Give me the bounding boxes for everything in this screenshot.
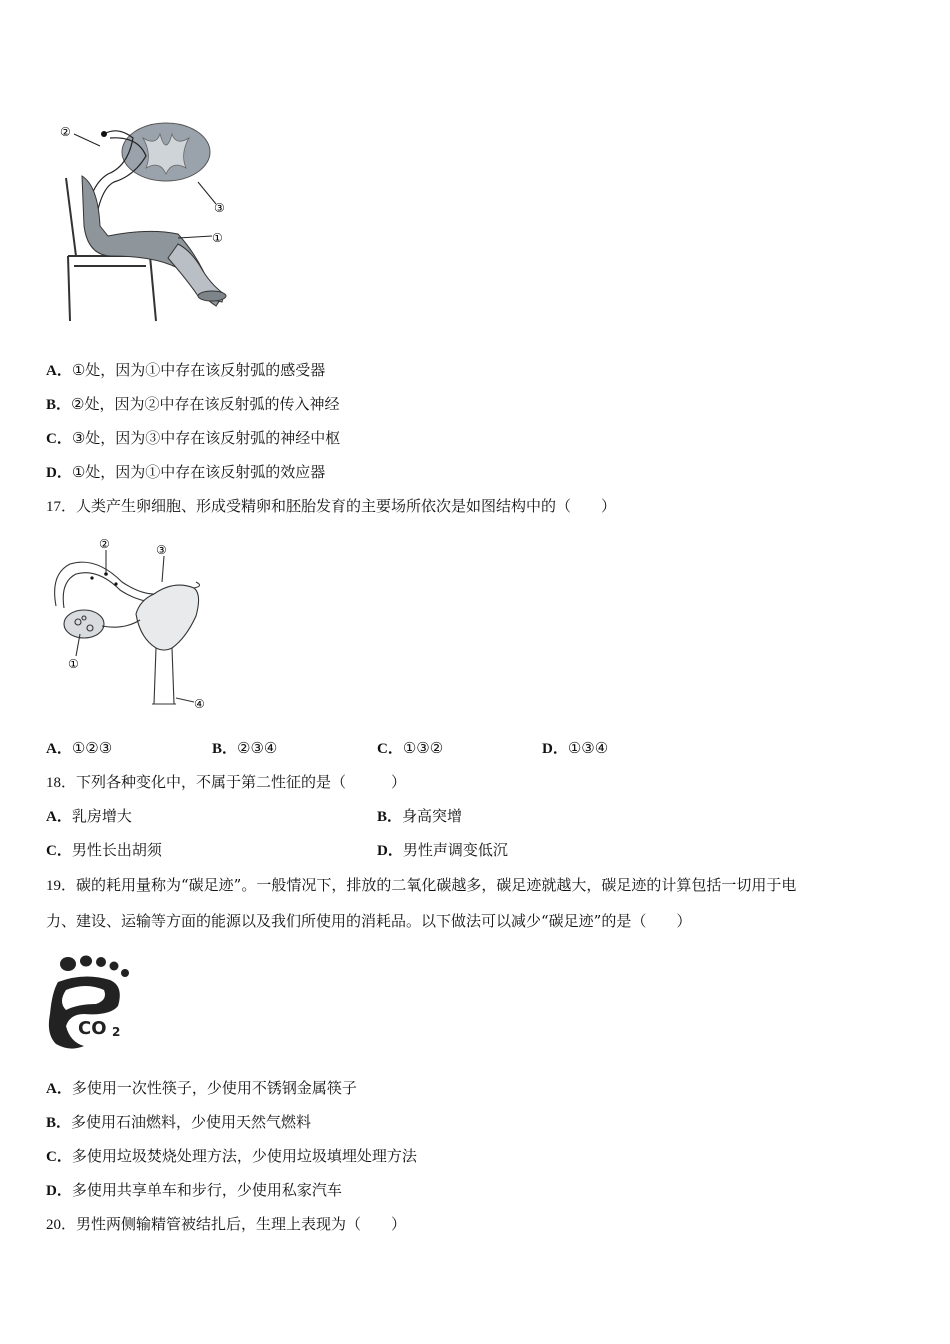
label-4: ④	[194, 697, 205, 711]
q16-option-d[interactable]: D．①处，因为①中存在该反射弧的效应器	[46, 463, 326, 481]
q18-stem: 18．下列各种变化中，不属于第二性征的是（ ）	[46, 773, 407, 791]
q19-option-b[interactable]: B．多使用石油燃料，少使用天然气燃料	[46, 1113, 312, 1131]
q17-option-a[interactable]: A．①②③	[46, 739, 113, 757]
q19-option-c[interactable]: C．多使用垃圾焚烧处理方法，少使用垃圾填埋处理方法	[46, 1147, 417, 1165]
q17-stem: 17．人类产生卵细胞、形成受精卵和胚胎发育的主要场所依次是如图结构中的（ ）	[46, 497, 617, 515]
co2-subscript: 2	[112, 1025, 121, 1039]
seated-person	[82, 176, 226, 306]
q18-option-b[interactable]: B．身高突增	[377, 807, 463, 825]
q19-stem-line2: 力、建设、运输等方面的能源以及我们所使用的消耗品。以下做法可以减少“碳足迹”的是（ ）	[46, 912, 692, 930]
q19-option-d[interactable]: D．多使用共享单车和步行，少使用私家汽车	[46, 1181, 342, 1199]
uterus	[136, 585, 199, 650]
q17-option-c[interactable]: C．①③②	[377, 739, 444, 757]
carbon-footprint-figure	[44, 952, 140, 1054]
q17-option-b[interactable]: B．②③④	[212, 739, 278, 757]
q16-option-c[interactable]: C．③处，因为③中存在该反射弧的神经中枢	[46, 429, 341, 447]
label-3: ③	[214, 201, 225, 215]
q18-option-d[interactable]: D．男性声调变低沉	[377, 841, 508, 859]
ovary	[64, 610, 104, 638]
q19-option-a[interactable]: A．多使用一次性筷子，少使用不锈钢金属筷子	[46, 1079, 357, 1097]
q18-option-c[interactable]: C．男性长出胡须	[46, 841, 162, 859]
label-2: ②	[99, 537, 110, 551]
q16-option-a[interactable]: A．①处，因为①中存在该反射弧的感受器	[46, 361, 326, 379]
female-reproductive-figure	[44, 534, 214, 716]
reflex-arc-figure	[48, 116, 248, 326]
vagina	[154, 648, 174, 704]
q19-stem-line1: 19．碳的耗用量称为“碳足迹”。一般情况下，排放的二氧化碳越多，碳足迹就越大，碳足迹的计算包括一切用于电	[46, 876, 797, 894]
q18-option-a[interactable]: A．乳房增大	[46, 807, 132, 825]
spinal-cord-section	[122, 123, 210, 181]
q17-option-d[interactable]: D．①③④	[542, 739, 609, 757]
label-1: ①	[68, 657, 79, 671]
label-1: ①	[212, 231, 223, 245]
label-2: ②	[60, 125, 71, 139]
q16-option-b[interactable]: B．②处，因为②中存在该反射弧的传入神经	[46, 395, 340, 413]
label-3: ③	[156, 543, 167, 557]
co2-label: CO	[78, 1018, 107, 1039]
q20-stem: 20．男性两侧输精管被结扎后，生理上表现为（ ）	[46, 1215, 407, 1233]
